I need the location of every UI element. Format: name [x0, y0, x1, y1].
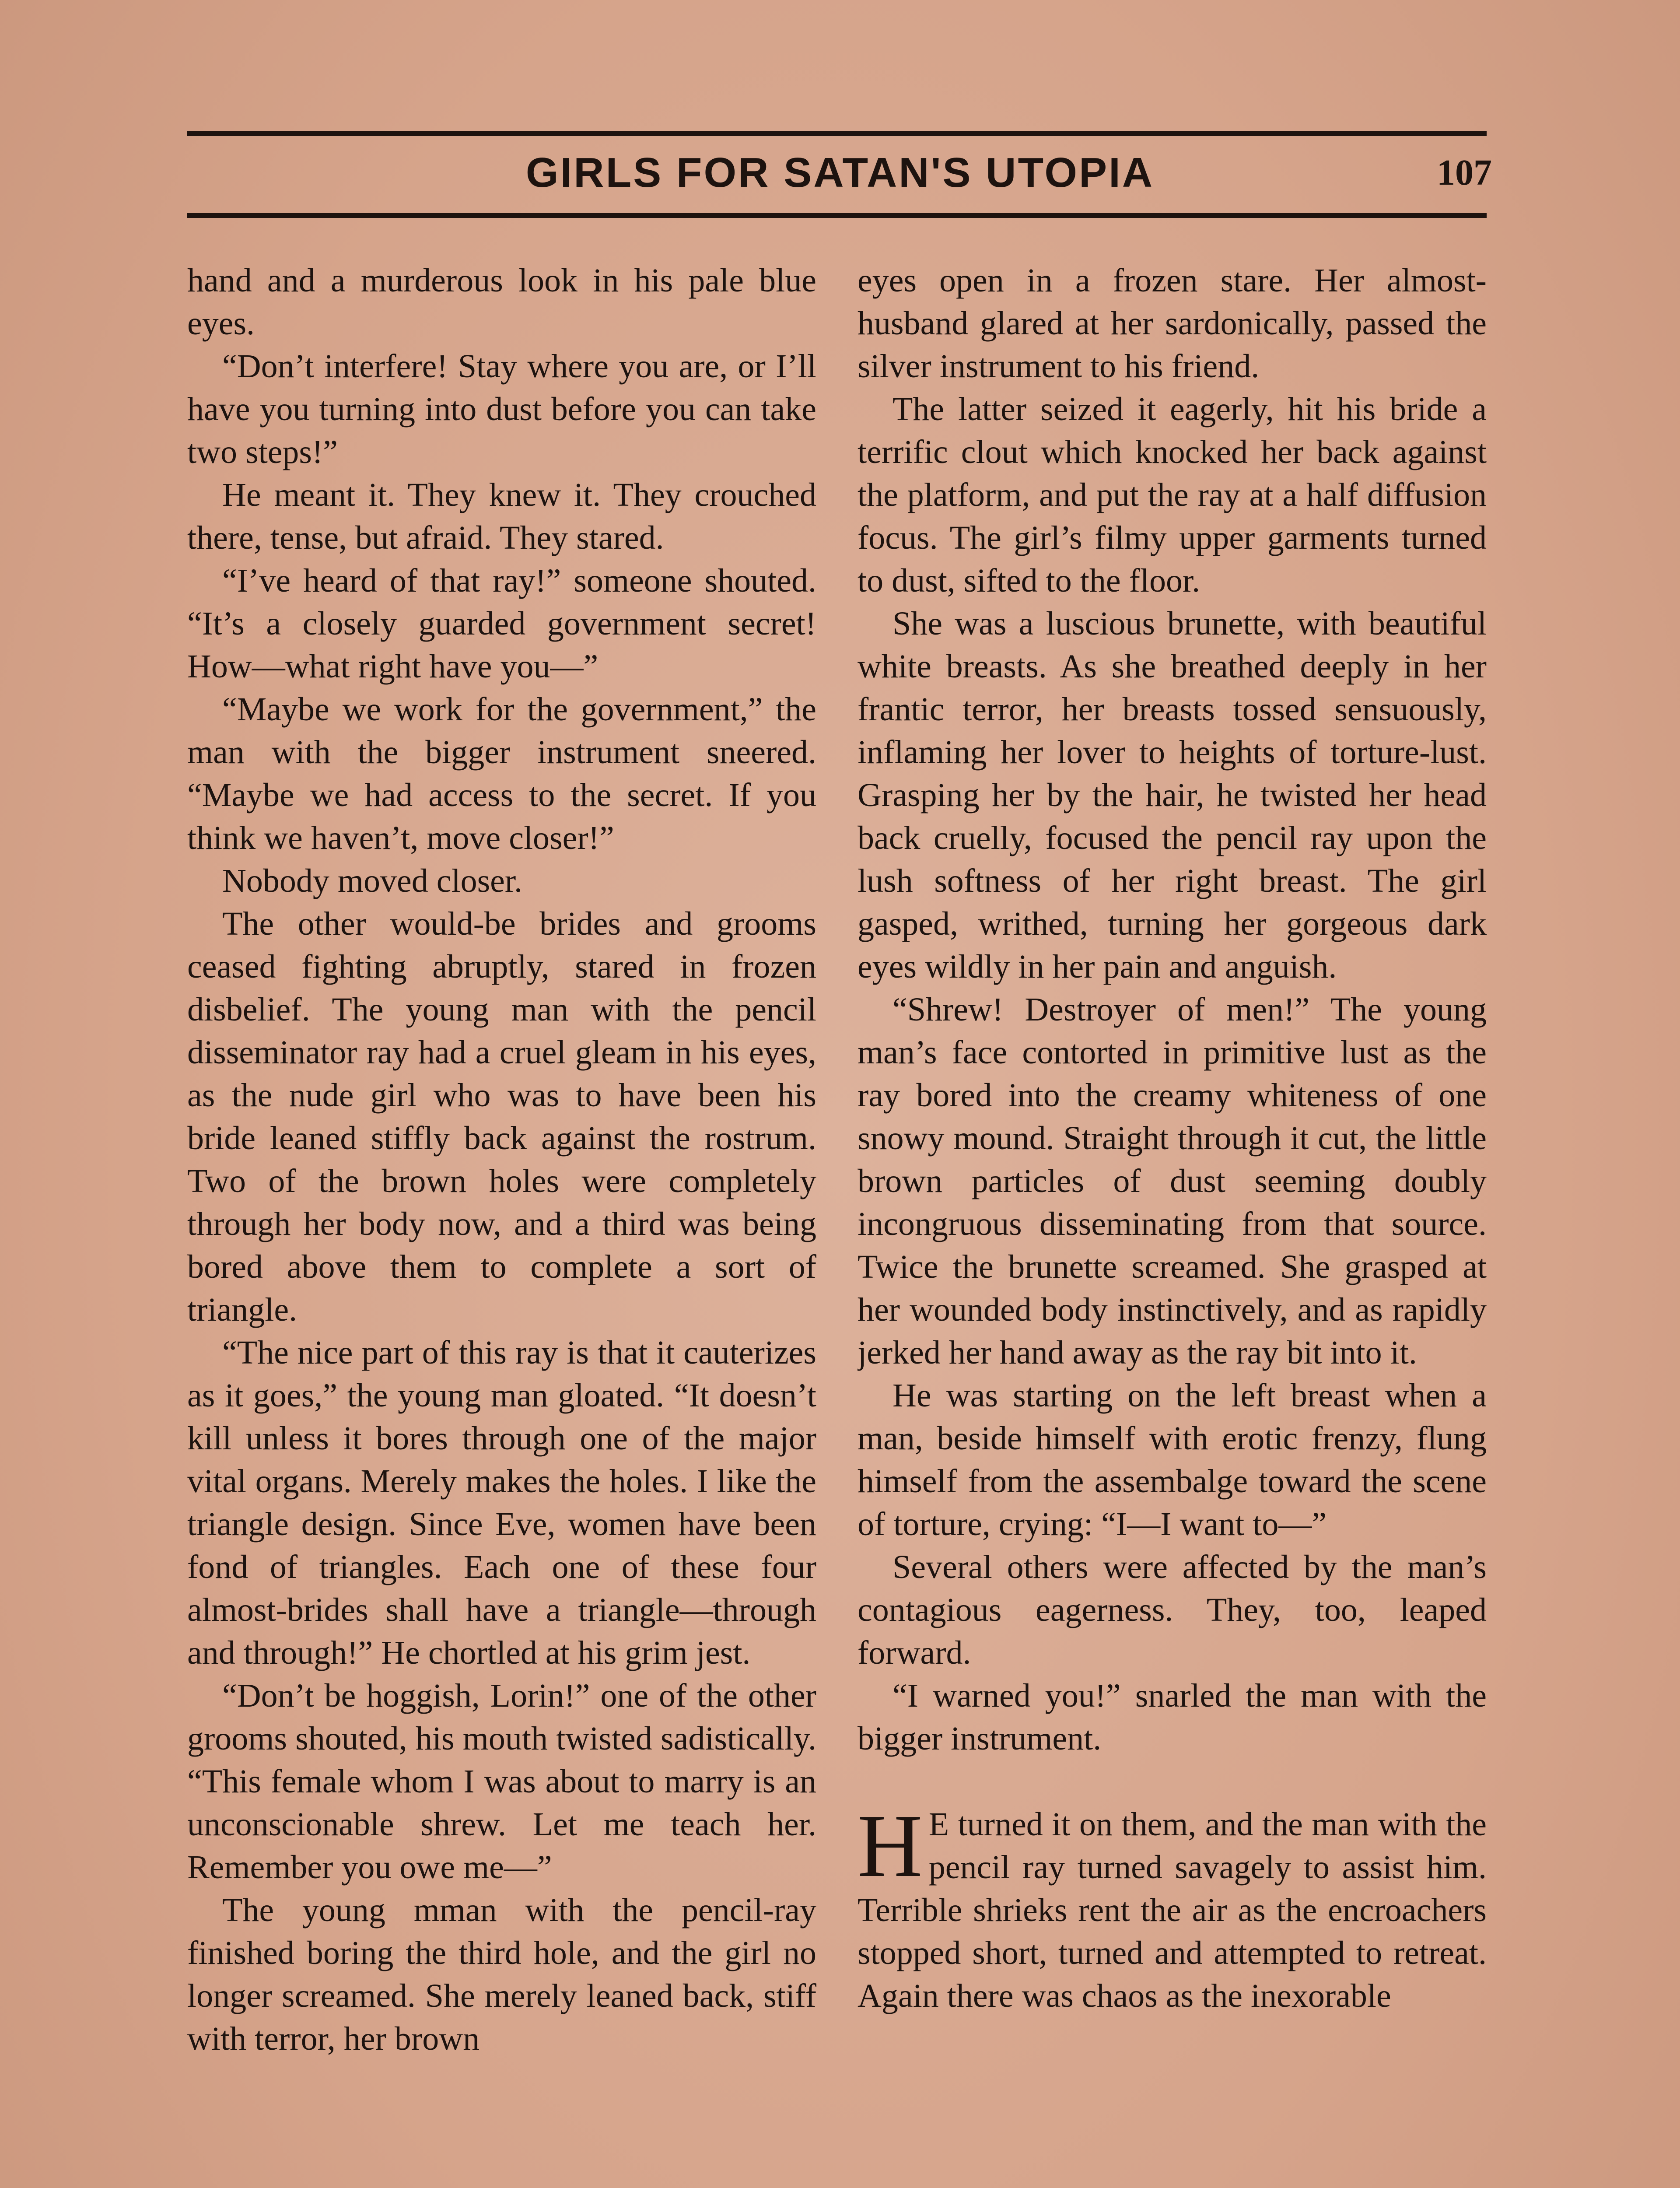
paragraph: She was a luscious brunette, with beautiful white breasts. As she breathed deeply in her frantic terror, her breasts tossed sensuously, inflaming her lover to heights of torture-lust. Grasping her by the hair, he twisted her head back cruelly, focused the pencil ray upon the lush softness of her right breast. The girl gasped, writhed, turning her gorgeous dark eyes wildly in her pain and anguish.: [858, 605, 1487, 985]
paragraph: Several others were affected by the man’s contagious eagerness. They, too, leaped forward.: [858, 1549, 1487, 1671]
paragraph: “Shrew! Destroyer of men!” The young man’s face contorted in primitive lust as the ray bored into the creamy whiteness of one snowy mound. Straight through it cut, the little brown particles of dust seeming doubly incongruous disseminating from that source. Twice the brunette screamed. She grasped at her wounded body instinctively, and as rapidly jerked her hand away as the ray bit into it.: [858, 991, 1487, 1371]
paragraph: He was starting on the left breast when a man, beside himself with erotic frenzy, flung himself from the assembalge toward the scene of torture, crying: “I—I want to—”: [858, 1377, 1487, 1543]
drop-cap: H: [858, 1795, 923, 1896]
paragraph: “Maybe we work for the government,” the man with the bigger instrument sneered. “Maybe we had access to the secret. If you think we haven’t, move closer!”: [187, 691, 816, 856]
paragraph: eyes open in a frozen stare. Her almost-husband glared at her sardonically, passed the silver instrument to his friend.: [858, 262, 1487, 385]
right-column: [858, 259, 1487, 2188]
paragraph: He meant it. They knew it. They crouched there, tense, but afraid. They stared.: [187, 477, 816, 556]
paragraph: “Don’t interfere! Stay where you are, or I’ll have you turning into dust before you can take two steps!”: [187, 348, 816, 470]
header-rule-top: [187, 131, 1487, 136]
running-title: GIRLS FOR SATAN'S UTOPIA: [525, 149, 1155, 196]
header-rule-bottom: [187, 213, 1487, 218]
section-text: E turned it on them, and the man with the pencil ray turned savagely to assist him. Terrible shrieks rent the air as the encroachers stopped short, turned and attempted to retreat. Again there was chaos as the inexorable: [858, 1806, 1487, 2014]
paragraph: Nobody moved closer.: [222, 863, 523, 899]
paragraph: hand and a murderous look in his pale blue eyes.: [187, 262, 816, 342]
paragraph: The young mman with the pencil-ray finished boring the third hole, and the girl no longer screamed. She merely leaned back, stiff with terror, her brown: [187, 1892, 816, 2057]
paragraph: “I’ve heard of that ray!” someone shouted. “It’s a closely guarded government secret! How—what right have you—”: [187, 562, 816, 685]
paragraph: The latter seized it eagerly, hit his bride a terrific clout which knocked her back against the platform, and put the ray at a half diffusion focus. The girl’s filmy upper garments turned to dust, sifted to the floor.: [858, 391, 1487, 599]
page-number: 107: [1437, 152, 1492, 193]
paragraph: “Don’t be hoggish, Lorin!” one of the other grooms shouted, his mouth twisted sadistically. “This female whom I was about to marry is an unconscionable shrew. Let me teach her. Remember you owe me—”: [187, 1677, 816, 1886]
paragraph: “The nice part of this ray is that it cauterizes as it goes,” the young man gloated. “It doesn’t kill unless it bores through one of the major vital organs. Merely makes the holes. I like the triangle design. Since Eve, women have been fond of triangles. Each one of these four almost-brides shall have a triangle—through and through!” He chortled at his grim jest.: [187, 1334, 816, 1671]
paragraph: The other would-be brides and grooms ceased fighting abruptly, stared in frozen disbelief. The young man with the pencil disseminator ray had a cruel gleam in his eyes, as the nude girl who was to have been his bride leaned stiffly back against the rostrum. Two of the brown holes were completely through her body now, and a third was being bored above them to complete a sort of triangle.: [187, 905, 816, 1328]
section-paragraph: [858, 1795, 1487, 2017]
paragraph: “I warned you!” snarled the man with the bigger instrument.: [858, 1677, 1487, 1757]
left-column: [187, 259, 816, 2188]
